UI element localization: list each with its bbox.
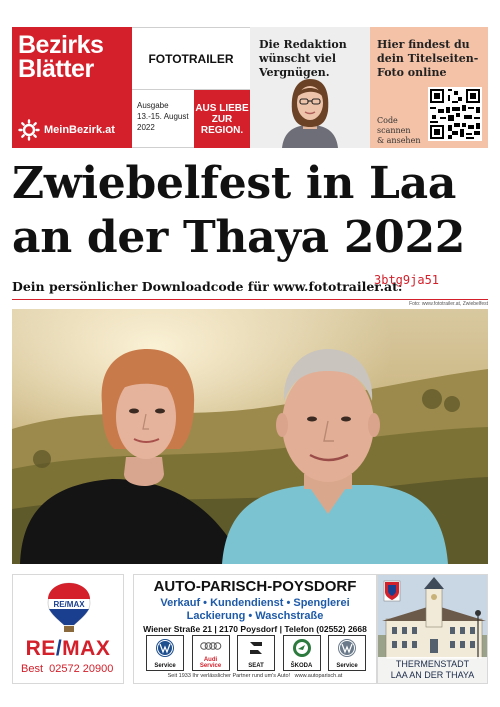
parisch-title: AUTO-PARISCH-POYSDORF [153,578,357,595]
laa-caption-line2: LAA AN DER THAYA [390,670,475,680]
issue-title: FOTOTRAILER [132,28,250,90]
parisch-services-line2: Lackierung • Waschstraße [186,610,324,622]
vw-commercial-logo [328,635,366,671]
photo-credit: Foto: www.fototrailer.at, Zwiebelfest [409,301,488,307]
remax-logo-re: RE [25,637,56,660]
seat-logo [237,635,275,671]
brand-name-line1: Bezirks [18,31,104,59]
editor-portrait [270,75,350,148]
issue-block [132,27,250,148]
brand-block[interactable] [12,27,132,148]
audi-service-logo [192,635,230,671]
qr-code-icon[interactable] [428,87,482,141]
audi-rings-icon [200,640,222,652]
masthead [12,27,488,148]
brand-name [18,33,103,81]
parisch-address: Wiener Straße 21 | 2170 Poysdorf | Telefon (02552) 2668 [143,624,367,634]
ad-laa-an-der-thaya[interactable] [377,574,488,684]
qr-hint-line3: & ansehen [377,136,421,145]
editorial-block [250,27,370,148]
headline-line1: Zwiebelfest in Laa [12,158,457,209]
vw-service-logo [146,635,184,671]
qr-hint-line2: scannen [377,126,411,135]
brand-url[interactable]: MeinBezirk.at [44,124,115,136]
seat-label: SEAT [248,663,264,669]
hot-air-balloon-icon [46,581,92,633]
sun-logo-icon [18,119,40,141]
skoda-logo-icon [292,638,312,658]
remax-logo-slash: / [55,637,63,660]
balloon-text: RE/MAX [53,600,85,609]
parisch-services-line1: Verkauf • Kundendienst • Spenglerei [160,597,350,609]
headline-line2: an der Thaya 2022 [12,212,466,263]
download-code-label: Dein persönlicher Downloadcode für www.fototrailer.at: [12,279,403,294]
issue-label: Ausgabe [137,101,169,110]
issue-meta [137,100,192,133]
vw-logo-icon [155,638,175,658]
editorial-text: Die Redaktion wünscht viel Vergnügen. [259,38,347,79]
ads-row [12,574,488,684]
slogan-badge: AUS LIEBE ZUR REGION. [194,90,250,148]
qr-block [370,27,488,148]
divider-line [12,299,488,300]
qr-text: Hier findest du dein Titelseiten-Foto online [377,38,479,79]
vw-service-label: Service [154,663,176,669]
parisch-brand-logos [146,635,366,671]
brand-logo [18,119,115,141]
qr-hint-line1: Code [377,116,398,125]
brand-name-line2: Blätter [18,55,94,83]
seat-logo-icon [246,638,266,658]
issue-year: 2022 [137,123,155,132]
laa-caption [378,657,487,683]
skoda-label: ŠKODA [290,663,313,669]
remax-phone: Best 02572 20900 [21,663,114,675]
remax-logo [13,637,123,661]
skoda-logo [283,635,321,671]
parisch-services [134,597,376,623]
vw-commercial-logo-icon [337,638,357,658]
cover-photo-image [12,309,488,564]
ad-auto-parisch[interactable] [133,574,377,684]
qr-hint [377,116,420,146]
issue-dates: 13.-15. August [137,112,189,121]
ad-remax[interactable] [12,574,124,684]
laa-caption-line1: THERMENSTADT [395,659,470,669]
main-headline [12,157,492,265]
parisch-footer: Seit 1933 Ihr verlässlicher Partner rund um's Auto! www.autoparisch.at [167,673,343,679]
audi-service-label: Audi Service [199,657,222,669]
vw-commercial-label: Service [336,663,358,669]
remax-logo-max: MAX [62,637,111,660]
cover-photo [12,309,488,564]
download-code[interactable]: 3btg9ja51 [374,273,440,287]
